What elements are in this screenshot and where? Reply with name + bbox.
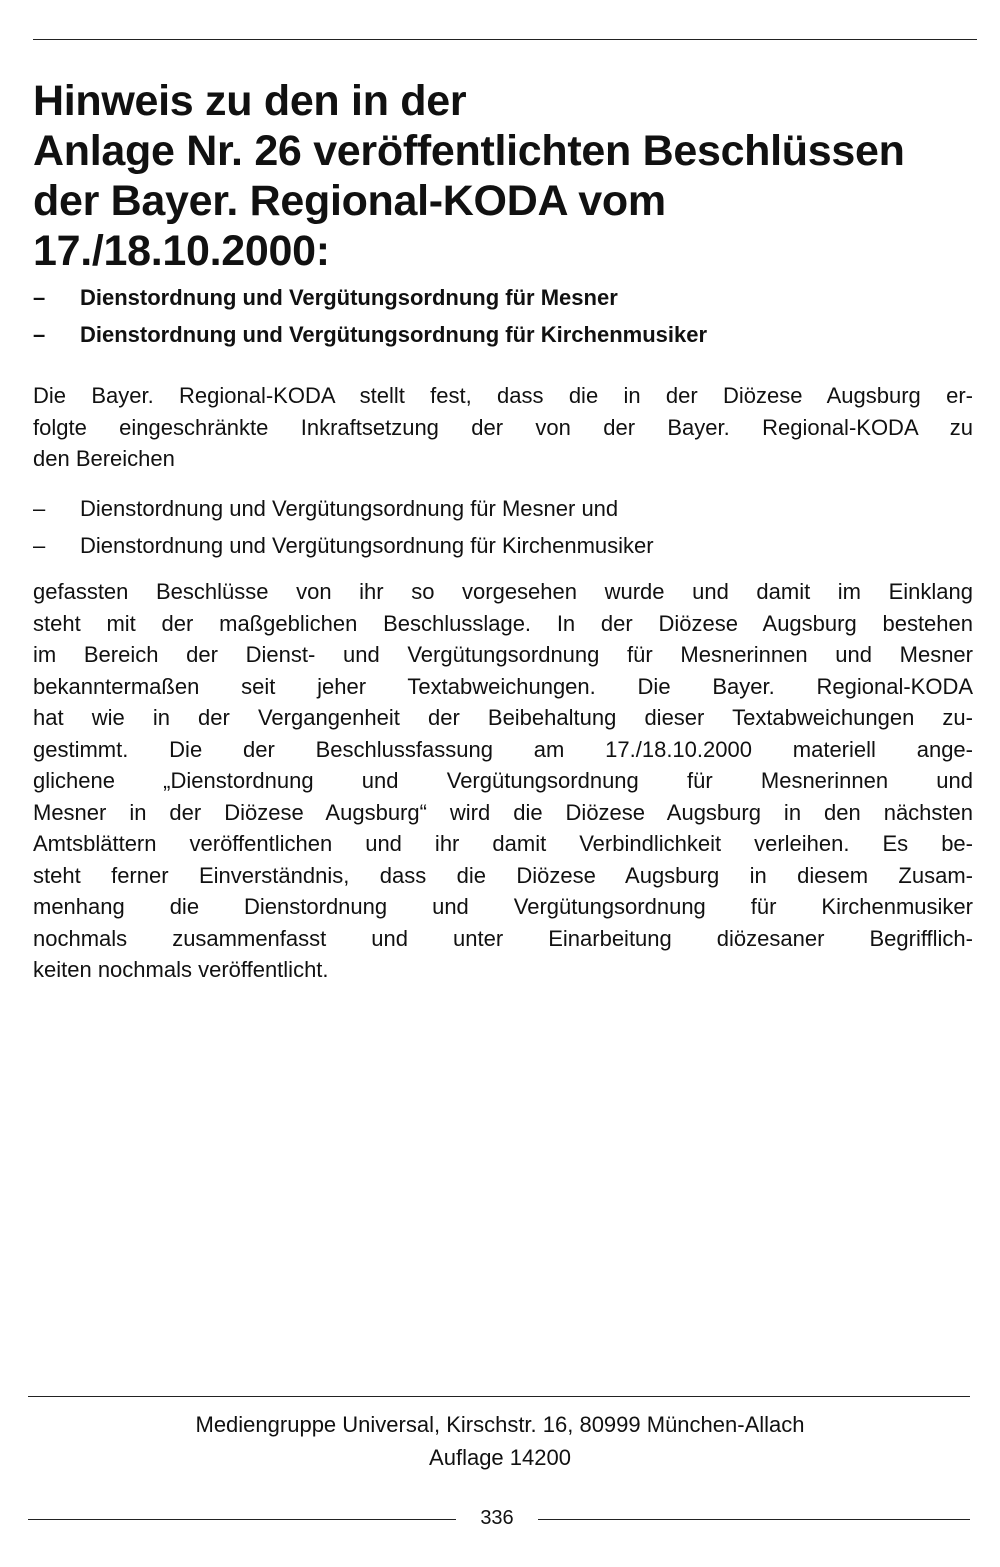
title-subitem-list bbox=[33, 279, 973, 353]
paragraph-line: menhang die Dienstordnung und Vergütungsordnung für Kirchenmusiker bbox=[33, 894, 973, 919]
body-item-list bbox=[33, 490, 973, 564]
paragraph-line: glichene „Dienstordnung und Vergütungsordnung für Mesnerinnen und bbox=[33, 768, 973, 793]
title-line: Anlage Nr. 26 veröffentlichten Beschlüssen bbox=[33, 127, 905, 175]
paragraph-line: nochmals zusammenfasst und unter Einarbeitung diözesaner Begrifflich- bbox=[33, 925, 973, 951]
intro-paragraph bbox=[33, 380, 973, 475]
print-run: Auflage 14200 bbox=[429, 1445, 571, 1470]
list-dash: – bbox=[33, 496, 46, 521]
page-number-rule-right bbox=[538, 1519, 970, 1520]
publisher-address: Mediengruppe Universal, Kirschstr. 16, 80999 München-Allach bbox=[195, 1412, 805, 1437]
paragraph-line: bekanntermaßen seit jeher Textabweichungen. Die Bayer. Regional-KODA bbox=[33, 673, 973, 699]
top-divider bbox=[33, 39, 977, 40]
list-item-text: Dienstordnung und Vergütungsordnung für Mesner und bbox=[80, 496, 619, 521]
document-title bbox=[33, 76, 905, 276]
title-line: 17./18.10.2000: bbox=[33, 227, 330, 275]
title-subitem-text: Dienstordnung und Vergütungsordnung für Kirchenmusiker bbox=[80, 322, 708, 347]
list-item-text: Dienstordnung und Vergütungsordnung für Kirchenmusiker bbox=[80, 533, 654, 558]
title-subitem bbox=[33, 316, 973, 353]
paragraph-line: den Bereichen bbox=[33, 446, 175, 471]
list-item bbox=[33, 527, 973, 564]
paragraph-line: hat wie in der Vergangenheit der Beibehaltung dieser Textabweichungen zu- bbox=[33, 705, 973, 730]
paragraph-line: steht mit der maßgeblichen Beschlusslage. In der Diözese Augsburg bestehen bbox=[33, 610, 973, 636]
title-subitem-text: Dienstordnung und Vergütungsordnung für Mesner bbox=[80, 285, 618, 310]
paragraph-line: keiten nochmals veröffentlicht. bbox=[33, 957, 329, 982]
page-number-rule-left bbox=[28, 1519, 456, 1520]
paragraph-line: Die Bayer. Regional-KODA stellt fest, dass die in der Diözese Augsburg er- bbox=[33, 383, 973, 408]
list-dash: – bbox=[33, 322, 46, 347]
title-line: der Bayer. Regional-KODA vom bbox=[33, 177, 666, 225]
main-paragraph bbox=[33, 576, 973, 986]
footer-divider bbox=[28, 1396, 970, 1397]
list-dash: – bbox=[33, 533, 46, 558]
list-dash: – bbox=[33, 285, 46, 310]
paragraph-line: folgte eingeschränkte Inkraftsetzung der von der Bayer. Regional-KODA zu bbox=[33, 414, 973, 440]
title-line: Hinweis zu den in der bbox=[33, 77, 467, 125]
paragraph-line: steht ferner Einverständnis, dass die Diözese Augsburg in diesem Zusam- bbox=[33, 862, 973, 888]
paragraph-line: gefassten Beschlüsse von ihr so vorgesehen wurde und damit im Einklang bbox=[33, 579, 973, 604]
paragraph-line: im Bereich der Dienst- und Vergütungsordnung für Mesnerinnen und Mesner bbox=[33, 642, 973, 667]
page-number: 336 bbox=[480, 1507, 514, 1529]
paragraph-line: Amtsblättern veröffentlichen und ihr damit Verbindlichkeit verleihen. Es be- bbox=[33, 831, 973, 856]
list-item bbox=[33, 490, 973, 527]
paragraph-line: Mesner in der Diözese Augsburg“ wird die Diözese Augsburg in den nächsten bbox=[33, 799, 973, 825]
title-subitem bbox=[33, 279, 973, 316]
paragraph-line: gestimmt. Die der Beschlussfassung am 17./18.10.2000 materiell ange- bbox=[33, 736, 973, 762]
